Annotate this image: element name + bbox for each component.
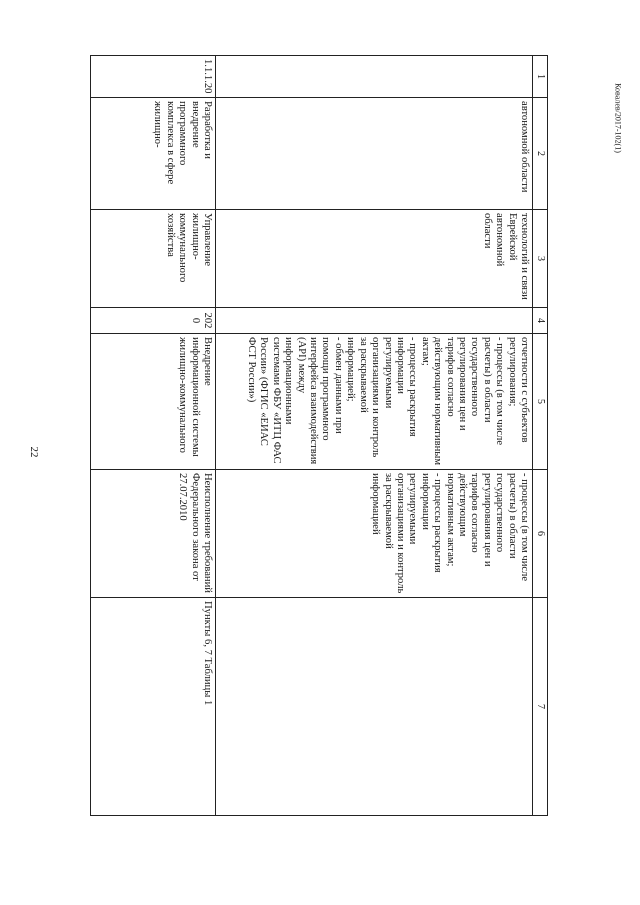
header-col-1: 1 bbox=[533, 56, 548, 98]
cell-measure-name: автономной области bbox=[216, 98, 533, 210]
cell-year: 2020 bbox=[91, 308, 216, 334]
rotated-table-container bbox=[90, 55, 548, 815]
header-col-5: 5 bbox=[533, 334, 548, 470]
table-row-new bbox=[91, 56, 216, 816]
cell-description: отчетности с субъектов регулирования; - процессы (в том числе расчеты) в области государственного регулирования цен и тарифов согласно действующим нормативным актам; - процессы раскрытия информации регулируемыми организациями и контроль за раскрываемой информацией; - обмен данными при помощи программного интерфейса взаимодействия (API) между информационными системами ФБУ «ИТЦ ФАС России» (ФГИС «ЕИАС ФСТ России») bbox=[216, 334, 533, 470]
page-number: 22 bbox=[28, 446, 40, 458]
cell-responsible: Управление жилищно-коммунального хозяйства bbox=[91, 210, 216, 308]
table-row-continued bbox=[216, 56, 533, 816]
cell-responsible: технологий и связи Еврейской автономной области bbox=[216, 210, 533, 308]
cell-risk: - процессы (в том числе расчеты) в области государственного регулирования цен и тарифов согласно действующим нормативным актам; - процессы раскрытия информации регулируемыми организациями и контроль за раскрываемой информацией bbox=[216, 470, 533, 598]
document-code: Ковалев/2017-102(1) bbox=[613, 83, 623, 153]
header-col-4: 4 bbox=[533, 308, 548, 334]
cell-description: Внедрение информационной системы жилищно-коммунального bbox=[91, 334, 216, 470]
header-col-3: 3 bbox=[533, 210, 548, 308]
measures-table bbox=[90, 55, 548, 816]
header-col-7: 7 bbox=[533, 598, 548, 816]
header-col-6: 6 bbox=[533, 470, 548, 598]
cell-reference: Пункты 6, 7 Таблицы 1 bbox=[91, 598, 216, 816]
cell-number: 1.1.1.20 bbox=[91, 56, 216, 98]
cell-measure-name: Разработка и внедрение программного комплекса в сфере жилищно- bbox=[91, 98, 216, 210]
cell-reference bbox=[216, 598, 533, 816]
cell-number bbox=[216, 56, 533, 98]
cell-year bbox=[216, 308, 533, 334]
header-col-2: 2 bbox=[533, 98, 548, 210]
table-header-row bbox=[533, 56, 548, 816]
cell-risk: Неисполнение требований Федерального закона от 27.07.2010 bbox=[91, 470, 216, 598]
